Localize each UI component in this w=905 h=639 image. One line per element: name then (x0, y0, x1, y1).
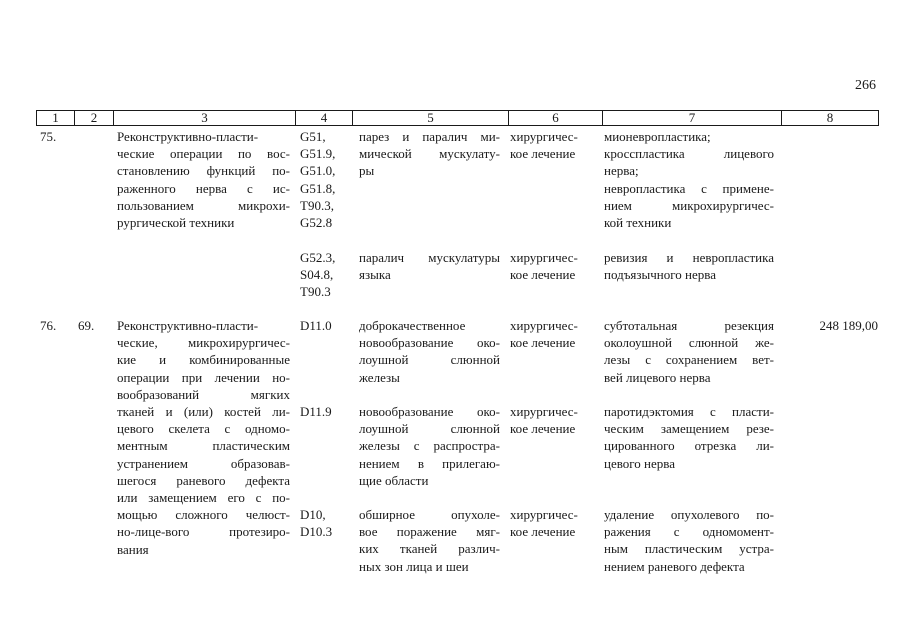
treatment-method-line: невропластика с примене- (604, 180, 774, 196)
header-cell-5: 5 (353, 111, 509, 125)
patient-model-line: ры (359, 163, 375, 179)
row-number: 75. (40, 129, 57, 144)
treatment-method (604, 128, 774, 231)
treatment-type (510, 249, 596, 283)
patient-model (359, 506, 500, 575)
care-profile-name-line: шегося раневого дефекта (117, 472, 290, 488)
patient-model-line: ких тканей различ- (359, 541, 500, 557)
icd-codes-line: G52.3, (300, 250, 336, 265)
page-number: 266 (855, 78, 876, 93)
icd-codes-line: G51.0, (300, 163, 336, 179)
icd-codes (300, 506, 354, 540)
patient-model (359, 403, 500, 489)
care-profile-name-line: раженного нерва с ис- (117, 180, 290, 196)
icd-codes-line: T90.3, (300, 197, 334, 213)
treatment-method-line: кросспластика лицевого (604, 146, 774, 162)
icd-codes-line: G52.8 (300, 215, 333, 231)
treatment-method-line: ческим замещением резе- (604, 421, 774, 437)
treatment-type-line: хирургичес- (510, 507, 578, 522)
patient-model-line: вое поражение мяг- (359, 524, 500, 540)
care-profile-name-line: операции при лечении но- (117, 369, 290, 385)
treatment-type (510, 317, 596, 351)
patient-model-line: железы (359, 369, 400, 385)
care-profile-name-line: кие и комбинированные (117, 352, 290, 368)
treatment-type-line: кое лечение (510, 421, 576, 437)
care-profile-name-line: становлению функций по- (117, 163, 290, 179)
patient-model-line: паралич мускулатуры (359, 250, 500, 265)
care-profile-name-line: но-лице-вого протезиро- (117, 524, 290, 540)
patient-model-line: щие области (359, 472, 429, 488)
row-number: 76. (40, 318, 57, 333)
treatment-method-line: околоушной слюнной же- (604, 335, 774, 351)
treatment-method (604, 403, 774, 472)
care-profile-name-line: пользованием микрохи- (117, 197, 290, 213)
icd-codes-line: D10.3 (300, 524, 333, 540)
care-profile-name-line: ческие операции по вос- (117, 146, 290, 162)
treatment-method-line: нием микрохирургичес- (604, 197, 774, 213)
patient-model-line: обширное опухоле- (359, 507, 500, 522)
icd-codes-line: S04.8, (300, 267, 334, 283)
treatment-type-line: кое лечение (510, 146, 576, 162)
treatment-method-line: субтотальная резекция (604, 318, 774, 333)
patient-model-line: нением в прилегаю- (359, 455, 500, 471)
treatment-type-line: хирургичес- (510, 129, 578, 144)
treatment-method-line: нерва; (604, 163, 639, 179)
treatment-type (510, 403, 596, 437)
header-cell-1: 1 (37, 111, 75, 125)
header-cell-7: 7 (603, 111, 782, 125)
care-profile-name-line: Реконструктивно-пласти- (117, 318, 259, 333)
treatment-type-line: хирургичес- (510, 318, 578, 333)
treatment-type (510, 128, 596, 162)
patient-model-line: новообразование око- (359, 335, 500, 351)
treatment-method-line: лезы с сохранением вет- (604, 352, 774, 368)
treatment-method-line: ревизия и невропластика (604, 250, 774, 265)
icd-codes (300, 317, 354, 334)
table-header-row (36, 110, 879, 126)
treatment-method (604, 249, 774, 283)
treatment-method-line: цированного отрезка ли- (604, 438, 774, 454)
treatment-method-line: ным пластическим устра- (604, 541, 774, 557)
treatment-type-line: хирургичес- (510, 250, 578, 265)
cost-value: 248 189,00 (819, 318, 878, 333)
patient-model-line: ных зон лица и шеи (359, 558, 469, 574)
treatment-method-line: вей лицевого нерва (604, 369, 711, 385)
care-profile-name-line: рургической техники (117, 215, 235, 231)
icd-codes-line: D11.9 (300, 404, 332, 419)
header-cell-2: 2 (75, 111, 114, 125)
treatment-method-line: паротидэктомия с пласти- (604, 404, 774, 419)
care-profile-name-line: ментным пластическим (117, 438, 290, 454)
treatment-method-line: подъязычного нерва (604, 267, 716, 283)
icd-codes-line: T90.3 (300, 284, 331, 300)
patient-model-line: мической мускулату- (359, 146, 500, 162)
icd-codes (300, 128, 354, 231)
care-profile-name-line: мощью сложного челюст- (117, 507, 290, 523)
treatment-method-line: нением раневого дефекта (604, 558, 745, 574)
icd-codes-line: G51, (300, 129, 326, 144)
icd-codes (300, 249, 354, 301)
care-profile-name-line: устранением образовав- (117, 455, 290, 471)
treatment-type (510, 506, 596, 540)
treatment-method (604, 506, 774, 575)
treatment-method-line: цевого нерва (604, 455, 675, 471)
patient-model-line: железы с распростра- (359, 438, 500, 454)
treatment-method-line: мионевропластика; (604, 129, 711, 144)
treatment-method-line: кой техники (604, 215, 672, 231)
patient-model-line: лоушной слюнной (359, 352, 500, 368)
patient-model-line: лоушной слюнной (359, 421, 500, 437)
icd-codes (300, 403, 354, 420)
care-profile-name-line: ческие, микрохирургичес- (117, 335, 290, 351)
icd-codes-line: D10, (300, 507, 326, 522)
header-cell-4: 4 (296, 111, 353, 125)
patient-model-line: доброкачественное (359, 318, 466, 333)
care-profile-name-line: цевого скелета с одномо- (117, 421, 290, 437)
treatment-type-line: кое лечение (510, 524, 576, 540)
patient-model (359, 128, 500, 180)
patient-model (359, 249, 500, 283)
treatment-type-line: хирургичес- (510, 404, 578, 419)
treatment-method (604, 317, 774, 386)
icd-codes-line: D11.0 (300, 318, 332, 333)
treatment-method-line: ражения с одномомент- (604, 524, 774, 540)
treatment-method-line: удаление опухолевого по- (604, 507, 774, 522)
icd-codes-line: G51.9, (300, 146, 336, 162)
patient-model-line: языка (359, 267, 391, 283)
icd-codes-line: G51.8, (300, 180, 336, 196)
care-profile-name-line: вания (117, 541, 149, 557)
care-profile-name-line: тканей и (или) костей ли- (117, 404, 290, 420)
care-profile-name-line: или замещением его с по- (117, 490, 290, 506)
care-profile-name (117, 317, 290, 558)
header-cell-3: 3 (114, 111, 296, 125)
care-profile-name-line: вообразований мягких (117, 386, 290, 402)
treatment-type-line: кое лечение (510, 335, 576, 351)
patient-model-line: парез и паралич ми- (359, 129, 500, 144)
patient-model (359, 317, 500, 386)
care-profile-name (117, 128, 290, 231)
header-cell-6: 6 (509, 111, 603, 125)
treatment-type-line: кое лечение (510, 267, 576, 283)
patient-model-line: новообразование око- (359, 404, 500, 419)
care-profile-name-line: Реконструктивно-пласти- (117, 129, 259, 144)
group-number: 69. (78, 318, 95, 333)
header-cell-8: 8 (826, 110, 834, 125)
